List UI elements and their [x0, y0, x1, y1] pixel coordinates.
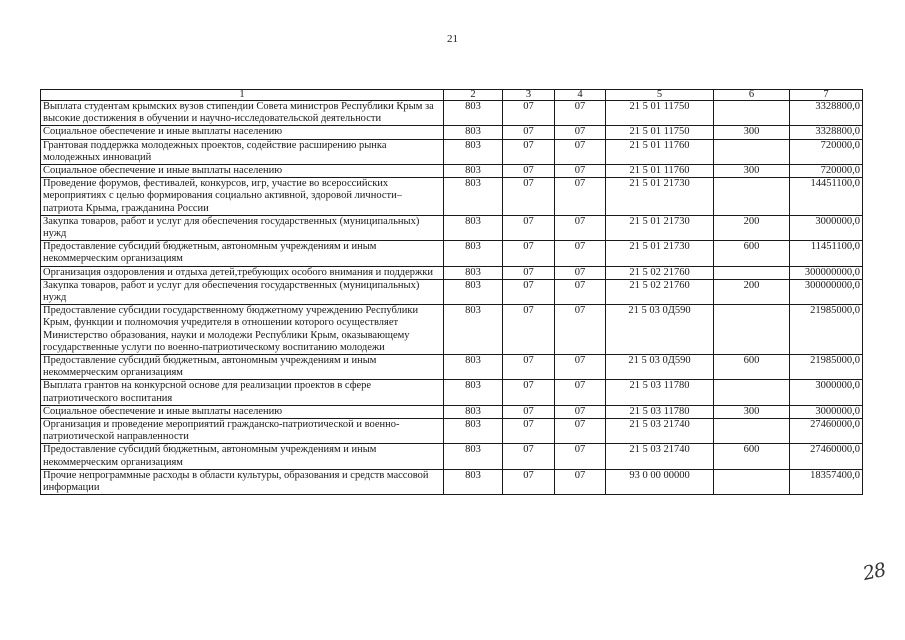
amount-cell: 21985000,0	[790, 305, 863, 355]
ministry-code-cell: 803	[444, 241, 503, 266]
expense-name-cell: Закупка товаров, работ и услуг для обеспечения государственных (муниципальных) нужд	[41, 279, 444, 304]
expense-type-cell: 300	[714, 405, 790, 418]
expense-name-cell: Проведение форумов, фестивалей, конкурсов, игр, участие во всероссийских мероприятиях с целью формирования социально активной, здоровой личности–патриота Крыма, гражданина России	[41, 178, 444, 216]
amount-cell: 21985000,0	[790, 355, 863, 380]
expense-type-cell	[714, 101, 790, 126]
expense-type-cell: 600	[714, 241, 790, 266]
section-code-cell: 07	[503, 139, 555, 164]
table-row	[41, 279, 863, 304]
expense-type-cell	[714, 178, 790, 216]
amount-cell: 3000000,0	[790, 380, 863, 405]
expense-type-cell: 300	[714, 165, 790, 178]
ministry-code-cell: 803	[444, 279, 503, 304]
column-header: 3	[503, 90, 555, 101]
section-code-cell: 07	[503, 279, 555, 304]
target-article-cell: 21 5 01 11760	[606, 165, 714, 178]
subsection-code-cell: 07	[555, 126, 606, 139]
table-row	[41, 215, 863, 240]
expense-type-cell: 200	[714, 279, 790, 304]
expense-name-cell: Закупка товаров, работ и услуг для обеспечения государственных (муниципальных) нужд	[41, 215, 444, 240]
expense-type-cell	[714, 305, 790, 355]
amount-cell: 3000000,0	[790, 215, 863, 240]
target-article-cell: 21 5 01 21730	[606, 241, 714, 266]
table-row	[41, 305, 863, 355]
expense-name-cell: Социальное обеспечение и иные выплаты населению	[41, 165, 444, 178]
table-header-row	[41, 90, 863, 101]
ministry-code-cell: 803	[444, 215, 503, 240]
table-row	[41, 419, 863, 444]
section-code-cell: 07	[503, 241, 555, 266]
handwritten-page-mark: 28	[860, 558, 888, 586]
subsection-code-cell: 07	[555, 266, 606, 279]
subsection-code-cell: 07	[555, 139, 606, 164]
amount-cell: 3328800,0	[790, 126, 863, 139]
expense-type-cell	[714, 469, 790, 494]
section-code-cell: 07	[503, 126, 555, 139]
expense-name-cell: Грантовая поддержка молодежных проектов, содействие расширению рынка молодежных инноваций	[41, 139, 444, 164]
section-code-cell: 07	[503, 380, 555, 405]
expense-name-cell: Социальное обеспечение и иные выплаты населению	[41, 126, 444, 139]
budget-table	[40, 89, 863, 495]
subsection-code-cell: 07	[555, 279, 606, 304]
section-code-cell: 07	[503, 215, 555, 240]
subsection-code-cell: 07	[555, 305, 606, 355]
section-code-cell: 07	[503, 469, 555, 494]
table-row	[41, 241, 863, 266]
expense-name-cell: Организация и проведение мероприятий гражданско-патриотической и военно-патриотической направленности	[41, 419, 444, 444]
ministry-code-cell: 803	[444, 419, 503, 444]
target-article-cell: 21 5 01 11760	[606, 139, 714, 164]
amount-cell: 300000000,0	[790, 279, 863, 304]
column-header: 6	[714, 90, 790, 101]
table-body	[41, 101, 863, 495]
ministry-code-cell: 803	[444, 266, 503, 279]
table-row	[41, 178, 863, 216]
section-code-cell: 07	[503, 305, 555, 355]
ministry-code-cell: 803	[444, 444, 503, 469]
expense-name-cell: Организация оздоровления и отдыха детей,требующих особого внимания и поддержки	[41, 266, 444, 279]
table-row	[41, 139, 863, 164]
amount-cell: 720000,0	[790, 139, 863, 164]
ministry-code-cell: 803	[444, 139, 503, 164]
expense-type-cell: 300	[714, 126, 790, 139]
target-article-cell: 93 0 00 00000	[606, 469, 714, 494]
ministry-code-cell: 803	[444, 101, 503, 126]
expense-type-cell: 200	[714, 215, 790, 240]
amount-cell: 18357400,0	[790, 469, 863, 494]
section-code-cell: 07	[503, 444, 555, 469]
table-row	[41, 101, 863, 126]
expense-type-cell	[714, 419, 790, 444]
ministry-code-cell: 803	[444, 469, 503, 494]
target-article-cell: 21 5 03 0Д590	[606, 305, 714, 355]
target-article-cell: 21 5 03 21740	[606, 419, 714, 444]
expense-name-cell: Предоставление субсидий бюджетным, автономным учреждениям и иным некоммерческим организациям	[41, 444, 444, 469]
table-row	[41, 165, 863, 178]
expense-name-cell: Прочие непрограммные расходы в области культуры, образования и средств массовой информации	[41, 469, 444, 494]
subsection-code-cell: 07	[555, 165, 606, 178]
subsection-code-cell: 07	[555, 215, 606, 240]
column-header: 1	[41, 90, 444, 101]
ministry-code-cell: 803	[444, 126, 503, 139]
section-code-cell: 07	[503, 419, 555, 444]
section-code-cell: 07	[503, 355, 555, 380]
subsection-code-cell: 07	[555, 380, 606, 405]
expense-name-cell: Предоставление субсидий бюджетным, автономным учреждениям и иным некоммерческим организациям	[41, 241, 444, 266]
subsection-code-cell: 07	[555, 419, 606, 444]
subsection-code-cell: 07	[555, 405, 606, 418]
amount-cell: 11451100,0	[790, 241, 863, 266]
target-article-cell: 21 5 03 21740	[606, 444, 714, 469]
amount-cell: 300000000,0	[790, 266, 863, 279]
ministry-code-cell: 803	[444, 305, 503, 355]
target-article-cell: 21 5 01 21730	[606, 215, 714, 240]
column-header: 7	[790, 90, 863, 101]
target-article-cell: 21 5 03 11780	[606, 380, 714, 405]
ministry-code-cell: 803	[444, 405, 503, 418]
target-article-cell: 21 5 01 11750	[606, 126, 714, 139]
target-article-cell: 21 5 01 21730	[606, 178, 714, 216]
amount-cell: 3328800,0	[790, 101, 863, 126]
target-article-cell: 21 5 02 21760	[606, 279, 714, 304]
expense-type-cell: 600	[714, 355, 790, 380]
amount-cell: 14451100,0	[790, 178, 863, 216]
page-number: 21	[447, 33, 458, 45]
column-header: 4	[555, 90, 606, 101]
subsection-code-cell: 07	[555, 101, 606, 126]
expense-name-cell: Выплата грантов на конкурсной основе для реализации проектов в сфере патриотического воспитания	[41, 380, 444, 405]
column-header: 5	[606, 90, 714, 101]
target-article-cell: 21 5 03 11780	[606, 405, 714, 418]
table-row	[41, 444, 863, 469]
section-code-cell: 07	[503, 405, 555, 418]
table-row	[41, 266, 863, 279]
expense-name-cell: Социальное обеспечение и иные выплаты населению	[41, 405, 444, 418]
table-row	[41, 126, 863, 139]
expense-type-cell: 600	[714, 444, 790, 469]
section-code-cell: 07	[503, 178, 555, 216]
ministry-code-cell: 803	[444, 165, 503, 178]
section-code-cell: 07	[503, 266, 555, 279]
table-row	[41, 469, 863, 494]
amount-cell: 27460000,0	[790, 444, 863, 469]
expense-type-cell	[714, 266, 790, 279]
expense-name-cell: Предоставление субсидии государственному бюджетному учреждению Республики Крым, функции и полномочия учредителя в отношении которого осуществляет Министерство образования, науки и молодежи Республики Крым, оказывающему государственные услуги по военно-патриотическому воспитанию молодежи	[41, 305, 444, 355]
target-article-cell: 21 5 02 21760	[606, 266, 714, 279]
table-row	[41, 405, 863, 418]
section-code-cell: 07	[503, 101, 555, 126]
table-row	[41, 355, 863, 380]
amount-cell: 720000,0	[790, 165, 863, 178]
subsection-code-cell: 07	[555, 444, 606, 469]
subsection-code-cell: 07	[555, 355, 606, 380]
amount-cell: 27460000,0	[790, 419, 863, 444]
target-article-cell: 21 5 01 11750	[606, 101, 714, 126]
ministry-code-cell: 803	[444, 380, 503, 405]
expense-name-cell: Предоставление субсидий бюджетным, автономным учреждениям и иным некоммерческим организациям	[41, 355, 444, 380]
ministry-code-cell: 803	[444, 178, 503, 216]
expense-name-cell: Выплата студентам крымских вузов стипендии Совета министров Республики Крым за высокие достижения в обучении и научно-исследовательской деятельности	[41, 101, 444, 126]
amount-cell: 3000000,0	[790, 405, 863, 418]
target-article-cell: 21 5 03 0Д590	[606, 355, 714, 380]
column-header: 2	[444, 90, 503, 101]
expense-type-cell	[714, 380, 790, 405]
table-row	[41, 380, 863, 405]
ministry-code-cell: 803	[444, 355, 503, 380]
section-code-cell: 07	[503, 165, 555, 178]
expense-type-cell	[714, 139, 790, 164]
subsection-code-cell: 07	[555, 178, 606, 216]
subsection-code-cell: 07	[555, 241, 606, 266]
subsection-code-cell: 07	[555, 469, 606, 494]
